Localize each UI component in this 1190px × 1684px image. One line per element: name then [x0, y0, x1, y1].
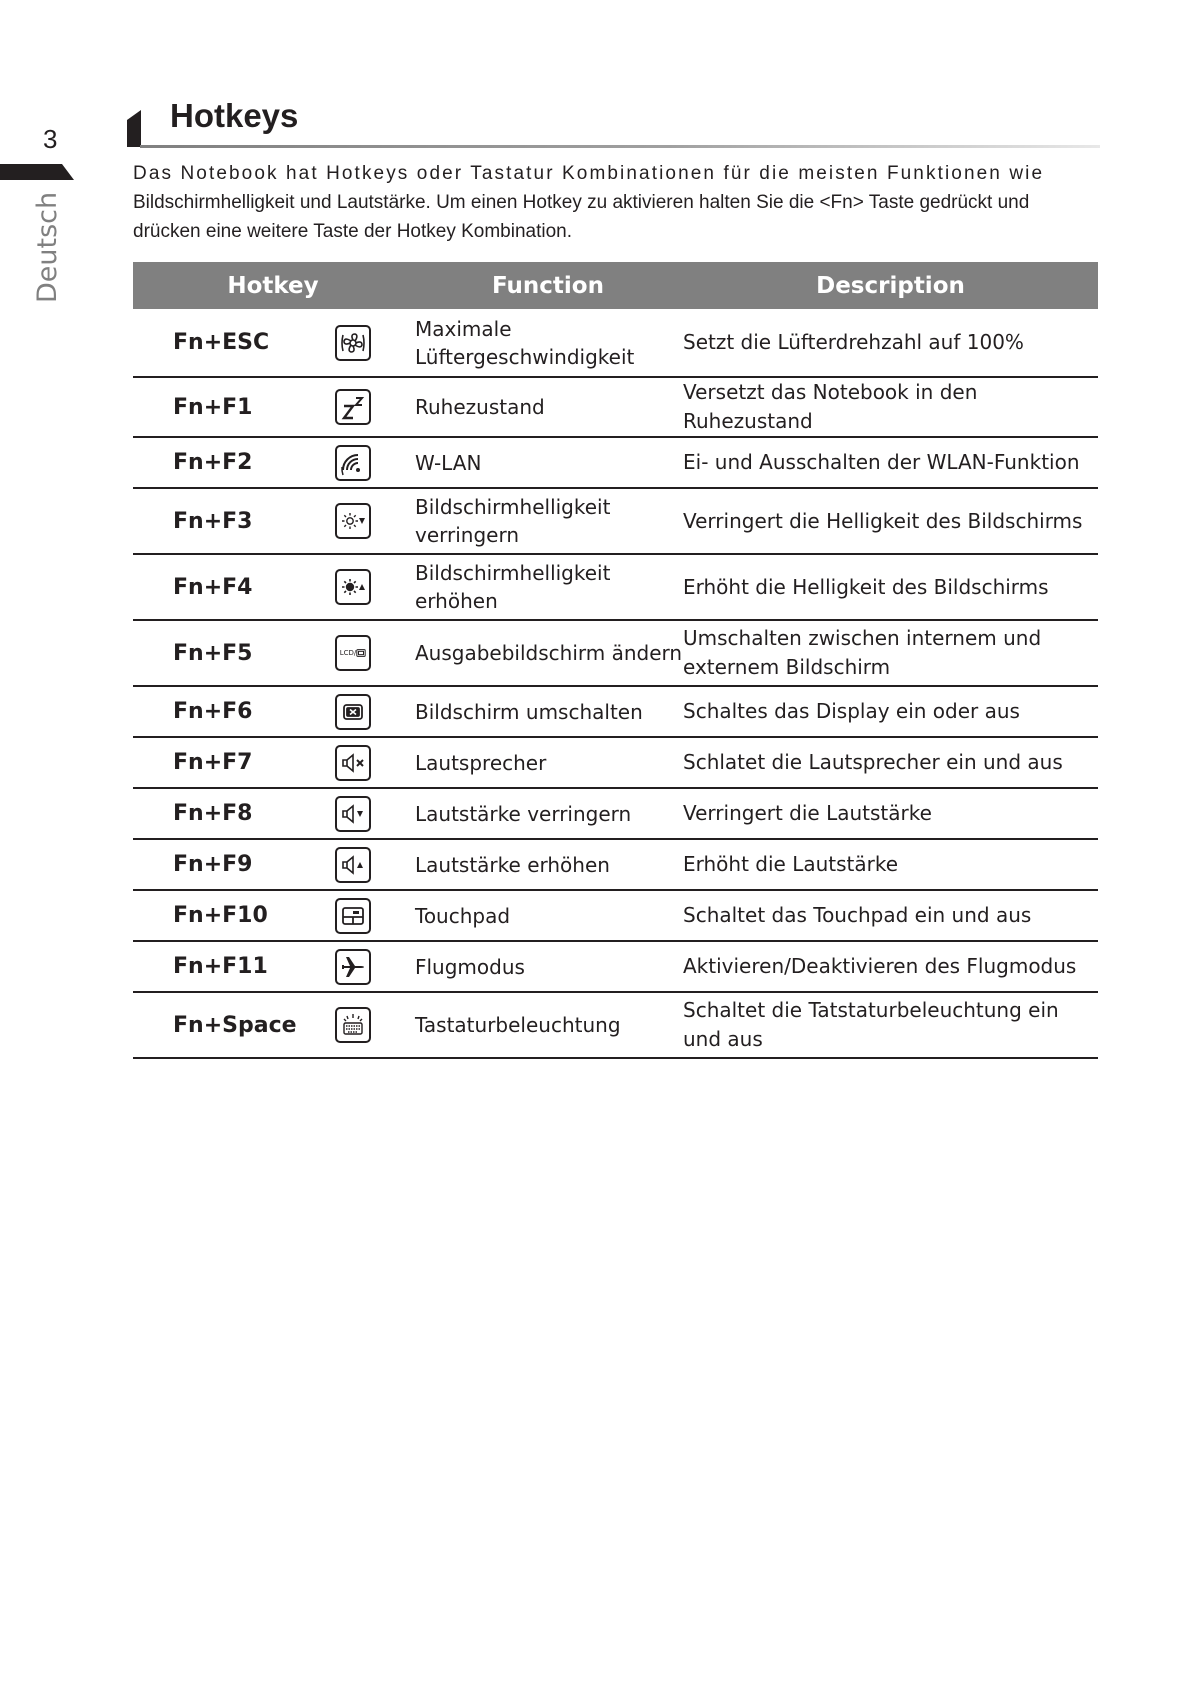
language-tab: Deutsch [32, 191, 63, 303]
table-row [133, 309, 1098, 377]
brightness-up-icon [335, 569, 371, 605]
keyboard-backlight-icon [335, 1007, 371, 1043]
description-cell: Schaltet das Touchpad ein und aus [683, 890, 1098, 941]
function-cell: Touchpad [413, 890, 683, 941]
function-cell: Maximale Lüftergeschwindigkeit [413, 309, 683, 377]
brightness-down-icon [335, 503, 371, 539]
display-switch-icon [335, 635, 371, 671]
header-hotkey: Hotkey [133, 262, 413, 309]
hotkey-cell: Fn+F8 [133, 788, 321, 839]
description-cell: Aktivieren/Deaktivieren des Flugmodus [683, 941, 1098, 992]
description-cell: Versetzt das Notebook in den Ruhezustand [683, 377, 1098, 437]
description-cell: Schlatet die Lautsprecher ein und aus [683, 737, 1098, 788]
hotkey-cell: Fn+F2 [133, 437, 321, 488]
description-cell: Verringert die Helligkeit des Bildschirms [683, 488, 1098, 554]
description-cell: Schaltet die Tatstaturbeleuchtung ein und aus [683, 992, 1098, 1058]
function-cell: Bildschirmhelligkeit erhöhen [413, 554, 683, 620]
volume-down-icon [335, 796, 371, 832]
table-row [133, 788, 1098, 839]
intro-text: Bildschirmhelligkeit und Lautstärke. Um einen Hotkey zu aktivieren halten Sie die <Fn> Taste gedrückt und drücken eine weitere Taste der Hotkey Kombination. [133, 192, 1030, 242]
table-row [133, 839, 1098, 890]
intro-line-1: Das Notebook hat Hotkeys oder Tastatur Kombinationen für die meisten Funktionen wie [133, 163, 1045, 184]
function-cell: Ausgabebildschirm ändern [413, 620, 683, 686]
hotkey-cell: Fn+ESC [133, 309, 321, 377]
hotkey-cell: Fn+F1 [133, 377, 321, 437]
table-row [133, 992, 1098, 1058]
description-cell: Ei- und Ausschalten der WLAN-Funktion [683, 437, 1098, 488]
header-function: Function [413, 262, 683, 309]
hotkey-cell: Fn+F4 [133, 554, 321, 620]
description-cell: Erhöht die Helligkeit des Bildschirms [683, 554, 1098, 620]
function-cell: Lautsprecher [413, 737, 683, 788]
function-cell: Lautstärke verringern [413, 788, 683, 839]
heading-rule [140, 145, 1100, 148]
table-row [133, 554, 1098, 620]
function-cell: Tastaturbeleuchtung [413, 992, 683, 1058]
table-row [133, 377, 1098, 437]
function-cell: Flugmodus [413, 941, 683, 992]
description-cell: Schaltes das Display ein oder aus [683, 686, 1098, 737]
intro-paragraph [133, 159, 1080, 246]
table-row [133, 737, 1098, 788]
function-cell: Bildschirmhelligkeit verringern [413, 488, 683, 554]
function-cell: Lautstärke erhöhen [413, 839, 683, 890]
table-header-row [133, 262, 1098, 309]
description-cell: Umschalten zwischen internem und externem Bildschirm [683, 620, 1098, 686]
description-cell: Verringert die Lautstärke [683, 788, 1098, 839]
table-row [133, 437, 1098, 488]
display-off-icon [335, 694, 371, 730]
sleep-icon [335, 389, 371, 425]
hotkey-cell: Fn+F9 [133, 839, 321, 890]
table-row [133, 620, 1098, 686]
volume-up-icon [335, 847, 371, 883]
page-number: 3 [43, 124, 58, 154]
description-cell: Erhöht die Lautstärke [683, 839, 1098, 890]
hotkey-cell: Fn+F6 [133, 686, 321, 737]
table-row [133, 488, 1098, 554]
mute-icon [335, 745, 371, 781]
hotkey-cell: Fn+F3 [133, 488, 321, 554]
function-cell: Ruhezustand [413, 377, 683, 437]
hotkey-cell: Fn+F5 [133, 620, 321, 686]
page-title: Hotkeys [170, 97, 299, 134]
hotkey-table [133, 262, 1098, 1059]
table-row [133, 941, 1098, 992]
table-row [133, 686, 1098, 737]
header-description: Description [683, 262, 1098, 309]
touchpad-icon [335, 898, 371, 934]
fan-icon [335, 325, 371, 361]
hotkey-cell: Fn+Space [133, 992, 321, 1058]
heading-marker [127, 110, 141, 147]
hotkey-cell: Fn+F10 [133, 890, 321, 941]
function-cell: Bildschirm umschalten [413, 686, 683, 737]
function-cell: W-LAN [413, 437, 683, 488]
hotkey-cell: Fn+F11 [133, 941, 321, 992]
hotkey-cell: Fn+F7 [133, 737, 321, 788]
table-row [133, 890, 1098, 941]
description-cell: Setzt die Lüfterdrehzahl auf 100% [683, 309, 1098, 377]
display-switch-label: LCD/ [339, 649, 357, 657]
airplane-icon [335, 949, 371, 985]
wifi-icon [335, 445, 371, 481]
side-tab-marker [0, 164, 74, 180]
